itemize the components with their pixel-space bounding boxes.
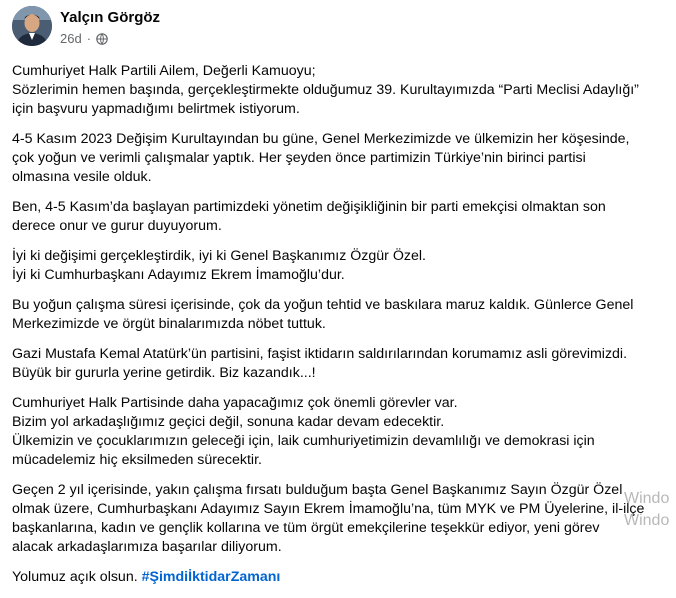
text-line: Merkezimizde ve örgüt binalarımızda nöbet tuttuk.	[12, 316, 326, 332]
text-line: Geçen 2 yıl içerisinde, yakın çalışma fırsatı bulduğum başta Genel Başkanımız Sayın Özgür Özel	[12, 482, 623, 498]
text-line: Büyük bir gururla yerine getirdik. Biz kazandık...!	[12, 365, 316, 381]
text-line: Bu yoğun çalışma süresi içerisinde, çok da yoğun tehtid ve baskılara maruz kaldık. Günlerce Genel	[12, 297, 634, 313]
text-line: olmasına vesile olduk.	[12, 169, 152, 185]
text-line: alacak arkadaşlarımıza başarılar diliyorum.	[12, 539, 282, 555]
author-name[interactable]: Yalçın Görgöz	[60, 9, 161, 26]
text-line: Bizim yol arkadaşlığımız geçici değil, sonuna kadar devam edecektir.	[12, 414, 445, 430]
paragraph-5	[12, 296, 664, 334]
text-line: İyi ki değişimi gerçekleştirdik, iyi ki Genel Başkanımız Özgür Özel.	[12, 248, 426, 264]
paragraph-1	[12, 62, 664, 119]
text-line: Ülkemizin ve çocuklarımızın geleceği için, laik cumhuriyetimizin devamlılığı ve demokrasi için	[12, 433, 595, 449]
watermark-line-2: Windo	[624, 512, 670, 529]
paragraph-7	[12, 394, 664, 470]
paragraph-2	[12, 130, 664, 187]
post-meta	[60, 31, 108, 46]
text-line: başkanlarına, kadın ve gençlik kollarına ve tüm örgüt emekçilerine teşekkür ediyor, yeni görev	[12, 520, 600, 536]
paragraph-4	[12, 247, 664, 285]
text-line: Cumhuriyet Halk Partisinde daha yapacağımız çok önemli görevler var.	[12, 395, 458, 411]
text-line: olmak üzere, Cumhurbaşkanı Adayımız Sayın Ekrem İmamoğlu’na, tüm MYK ve PM Üyelerine, il-ilçe	[12, 501, 645, 517]
closing-text: Yolumuz açık olsun.	[12, 569, 142, 585]
text-line: 4-5 Kasım 2023 Değişim Kurultayından bu güne, Genel Merkezimizde ve ülkemizin her köşesinde,	[12, 131, 630, 147]
text-line: İyi ki Cumhurbaşkanı Adayımız Ekrem İmamoğlu’dur.	[12, 267, 345, 283]
windows-activation-watermark	[624, 488, 669, 532]
avatar[interactable]	[12, 6, 52, 46]
text-line: Sözlerimin hemen başında, gerçekleştirmekte olduğumuz 39. Kurultayımızda “Parti Meclisi Adaylığı”	[12, 82, 639, 98]
paragraph-3	[12, 198, 664, 236]
post-body	[12, 62, 664, 598]
text-line: mücadelemiz hiç eksilmeden sürecektir.	[12, 452, 262, 468]
text-line: Gazi Mustafa Kemal Atatürk’ün partisini, faşist iktidarın saldırılarından korumamız asli görevimizdi.	[12, 346, 628, 362]
text-line: Ben, 4-5 Kasım’da başlayan partimizdeki yönetim değişikliğinin bir parti emekçisi olmaktan son	[12, 199, 606, 215]
post-header	[12, 6, 612, 50]
text-line: için başvuru yapmadığımı belirtmek istiyorum.	[12, 101, 300, 117]
post-time[interactable]: 26d	[60, 31, 82, 46]
hashtag-link[interactable]: #ŞimdiİktidarZamanı	[141, 569, 281, 585]
watermark-line-1: Windo	[624, 490, 670, 507]
paragraph-6	[12, 345, 664, 383]
meta-separator: ·	[86, 31, 92, 46]
globe-icon[interactable]	[96, 33, 108, 45]
text-line: Cumhuriyet Halk Partili Ailem, Değerli Kamuoyu;	[12, 63, 316, 79]
avatar-photo	[12, 6, 52, 46]
paragraph-8	[12, 481, 664, 557]
closing-paragraph	[12, 568, 664, 587]
text-line: derece onur ve gurur duyuyorum.	[12, 218, 222, 234]
text-line: çok yoğun ve verimli çalışmalar yaptık. Her şeyden önce partimizin Türkiye’nin birinci partisi	[12, 150, 586, 166]
